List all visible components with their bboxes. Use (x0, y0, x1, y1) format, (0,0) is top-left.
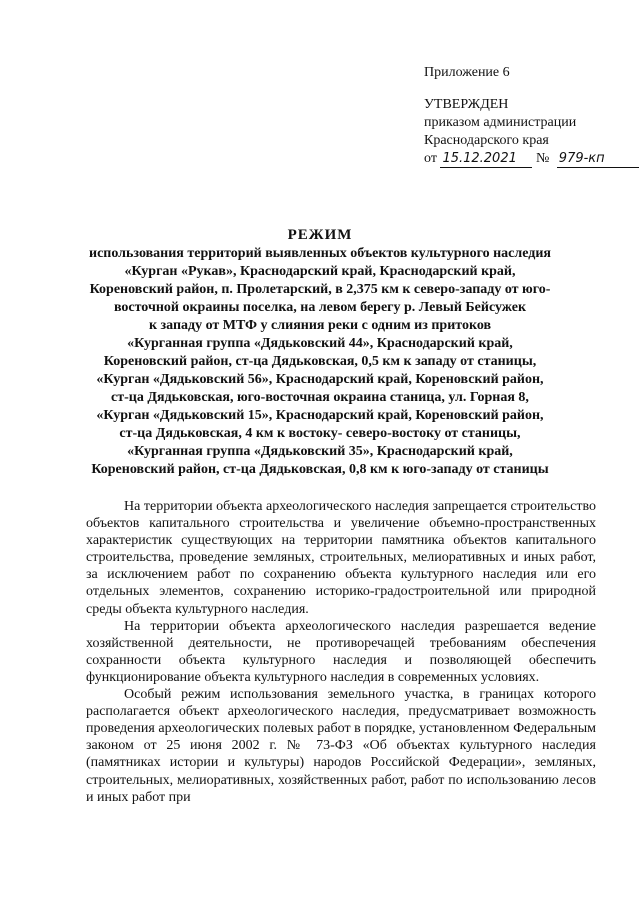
approval-stamp-block (424, 64, 634, 168)
body-paragraph: Особый режим использования земельного участка, в границах которого располагается объект археологического наследия, предусматривает возможность проведения археологических полевых работ в порядке, установленном Федеральным законом от 25 июня 2002 г. № 73-ФЗ «Об объектах культурного наследия (памятниках истории и культуры) народов Российской Федерации», земляных, строительных, мелиоративных, хозяйственных работ, работ по использованию лесов и иных работ при (86, 687, 596, 805)
document-body (86, 498, 596, 806)
title-line: «Курган «Рукав», Краснодарский край, Краснодарский край, (124, 264, 516, 279)
title-line: «Курганная группа «Дядьковский 35», Краснодарский край, (127, 444, 513, 459)
title-line: Кореновский район, ст-ца Дядьковская, 0,8 км к юго-западу от станицы (91, 462, 549, 477)
title-line: «Курганная группа «Дядьковский 44», Краснодарский край, (127, 336, 513, 351)
date-prefix: от (424, 151, 437, 166)
title-line: использования территорий выявленных объектов культурного наследия (89, 246, 551, 261)
document-title (40, 226, 600, 479)
handwritten-date: 15.12.2021 (440, 151, 532, 168)
order-line-2: Краснодарского края (424, 133, 549, 148)
title-line: ст-ца Дядьковская, юго-восточная окраина станица, ул. Горная 8, (111, 390, 529, 405)
title-line: «Курган «Дядьковский 56», Краснодарский край, Кореновский район, (96, 372, 544, 387)
handwritten-order-number: 979-кп (557, 151, 639, 168)
order-line-1: приказом администрации (424, 115, 577, 130)
title-line: к западу от МТФ у слияния реки с одним из притоков (148, 318, 492, 333)
title-line: «Курган «Дядьковский 15», Краснодарский край, Кореновский район, (96, 408, 544, 423)
title-heading: РЕЖИМ (287, 227, 353, 243)
title-line: ст-ца Дядьковская, 4 км к востоку- северо-востоку от станицы, (119, 426, 521, 441)
approved-label: УТВЕРЖДЕН (424, 97, 509, 112)
body-paragraph: На территории объекта археологического наследия разрешается ведение хозяйственной деятельности, не противоречащей требованиям обеспечения сохранности объекта культурного наследия и позволяющей обеспечить функционирование объекта культурного наследия в современных условиях. (86, 618, 596, 685)
title-line: Кореновский район, ст-ца Дядьковская, 0,5 км к западу от станицы, (103, 354, 537, 369)
body-paragraph: На территории объекта археологического наследия запрещается строительство объектов капитального строительства и увеличение объемно-пространственных характеристик существующих на территории памятника объектов капитального строительства, проведение земляных, строительных, мелиоративных и иных работ, за исключением работ по сохранению объекта культурного наследия или его отдельных элементов, сохранению историко-градостроительной или природной среды объекта культурного наследия. (86, 499, 596, 617)
annex-label: Приложение 6 (424, 65, 510, 80)
title-line: Кореновский район, п. Пролетарский, в 2,375 км к северо-западу от юго- (89, 282, 551, 297)
title-line: восточной окраины поселка, на левом берегу р. Левый Бейсужек (113, 300, 527, 315)
number-sign: № (535, 151, 550, 166)
order-date-number-line (424, 150, 634, 168)
